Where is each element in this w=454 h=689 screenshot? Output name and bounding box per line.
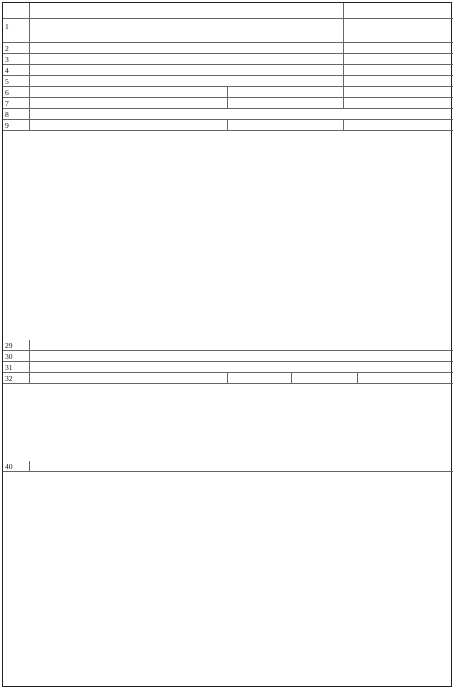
row-2: 2 [3,43,453,54]
row-8: 8 [3,109,453,120]
row-30: 30 [3,351,453,362]
row-4: 4 [3,65,453,76]
row-32: 32 [3,373,453,384]
row-7: 7 [3,98,453,109]
row-1: 1 [3,19,453,43]
row-6: 6 [3,87,453,98]
row-31: 31 [3,362,453,373]
specification-sheet [2,2,452,687]
row-3: 3 [3,54,453,65]
row-40: 40 [3,461,453,472]
row-5: 5 [3,76,453,87]
row-29: 29 [3,340,453,351]
row-9: 9 [3,120,453,131]
title-row [3,3,453,19]
